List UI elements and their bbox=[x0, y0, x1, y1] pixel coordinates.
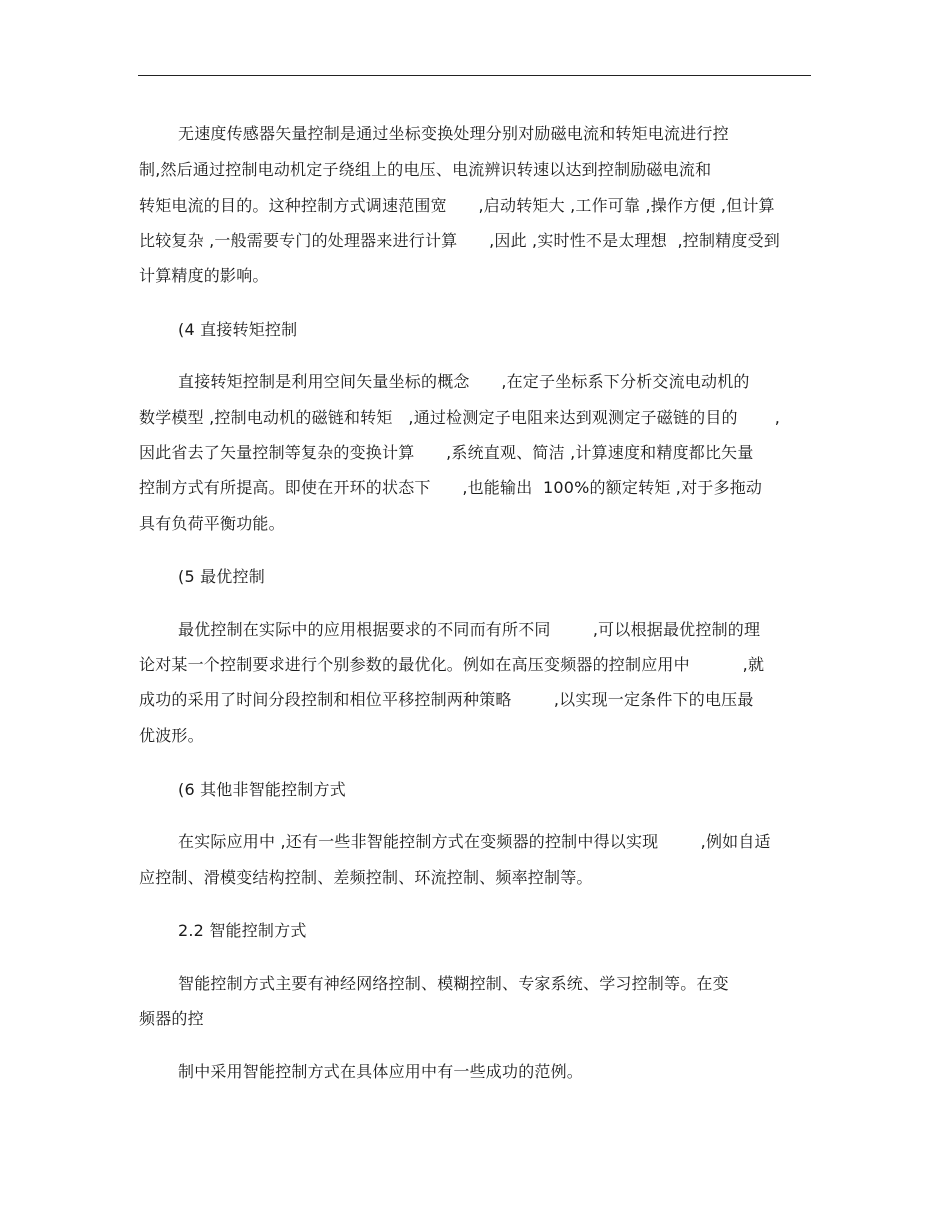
body-text-line: 计算精度的影响。 bbox=[139, 266, 269, 285]
body-text-line: 优波形。 bbox=[139, 726, 204, 745]
body-text-line: 因此省去了矢量控制等复杂的变换计算 ,系统直观、简洁 ,计算速度和精度都比矢量 bbox=[139, 443, 754, 462]
section-heading: 2.2 智能控制方式 bbox=[178, 921, 307, 940]
body-text-line: 频器的控 bbox=[139, 1009, 204, 1028]
body-text-line: 直接转矩控制是利用空间矢量坐标的概念 ,在定子坐标系下分析交流电动机的 bbox=[178, 372, 750, 391]
section-heading: (6 其他非智能控制方式 bbox=[178, 780, 346, 799]
body-text-line: 具有负荷平衡功能。 bbox=[139, 514, 285, 533]
body-text-line: 转矩电流的目的。这种控制方式调速范围宽 ,启动转矩大 ,工作可靠 ,操作方便 ,但计算 bbox=[139, 196, 775, 215]
body-text-line: 制,然后通过控制电动机定子绕组上的电压、电流辨识转速以达到控制励磁电流和 bbox=[139, 160, 712, 179]
body-text-line: 比较复杂 ,一般需要专门的处理器来进行计算 ,因此 ,实时性不是太理想 ,控制精度受到 bbox=[139, 231, 781, 250]
section-heading: (5 最优控制 bbox=[178, 567, 265, 586]
body-text-line: 应控制、滑模变结构控制、差频控制、环流控制、频率控制等。 bbox=[139, 868, 593, 887]
body-text-line: 论对某一个控制要求进行个别参数的最优化。例如在高压变频器的控制应用中 ,就 bbox=[139, 655, 765, 674]
body-text-line: 数学模型 ,控制电动机的磁链和转矩 ,通过检测定子电阻来达到观测定子磁链的目的 , bbox=[139, 408, 781, 427]
section-heading: (4 直接转矩控制 bbox=[178, 320, 298, 339]
body-text-line: 在实际应用中 ,还有一些非智能控制方式在变频器的控制中得以实现 ,例如自适 bbox=[178, 832, 771, 851]
header-rule bbox=[138, 75, 811, 76]
body-text-line: 无速度传感器矢量控制是通过坐标变换处理分别对励磁电流和转矩电流进行控 bbox=[178, 124, 729, 143]
body-text-line: 最优控制在实际中的应用根据要求的不同而有所不同 ,可以根据最优控制的理 bbox=[178, 620, 761, 639]
body-text-line: 制中采用智能控制方式在具体应用中有一些成功的范例。 bbox=[178, 1062, 584, 1081]
body-text-line: 成功的采用了时间分段控制和相位平移控制两种策略 ,以实现一定条件下的电压最 bbox=[139, 690, 754, 709]
body-text-line: 控制方式有所提高。即使在开环的状态下 ,也能输出 100%的额定转矩 ,对于多拖动 bbox=[139, 478, 763, 497]
body-text-line: 智能控制方式主要有神经网络控制、模糊控制、专家系统、学习控制等。在变 bbox=[178, 974, 729, 993]
